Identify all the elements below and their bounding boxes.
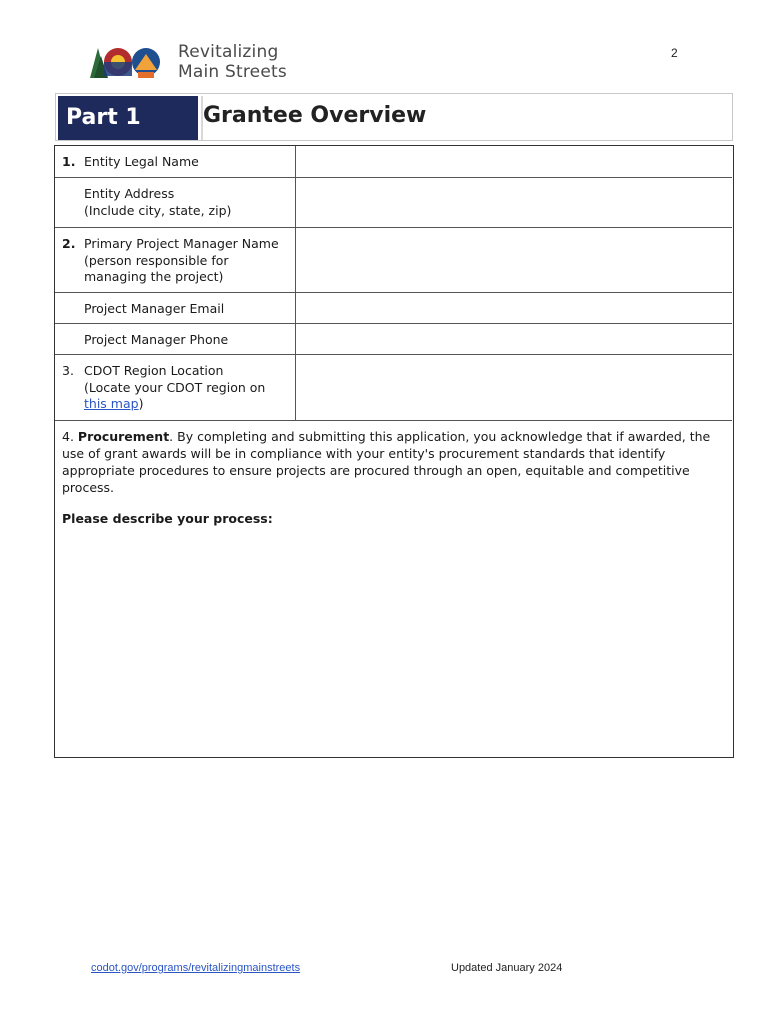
form-row-entity-name [55,146,732,178]
row-number: 2. [62,236,76,251]
row-label: Primary Project Manager Name (person responsible for managing the project) [84,236,279,284]
procurement-description-field[interactable] [57,536,729,751]
section-title: Grantee Overview [203,103,427,128]
entity-name-field[interactable] [296,146,732,177]
logo-text-line1: Revitalizing [178,42,279,62]
form-row-cdot-region [55,355,732,421]
footer-link[interactable]: codot.gov/programs/revitalizingmainstreets [91,962,301,974]
form-row-entity-address [55,178,732,228]
procurement-number: 4. [62,429,74,444]
section-header [55,93,733,141]
row-label: Project Manager Phone [84,332,229,347]
form-row-pm-email [55,293,732,324]
procurement-prompt: Please describe your process: [62,511,273,526]
project-manager-name-field[interactable] [296,228,732,292]
part-label: Part 1 [66,105,141,130]
row-label: CDOT Region Location (Locate your CDOT region on [84,363,266,395]
row-label: Project Manager Email [84,301,225,316]
project-manager-phone-field[interactable] [296,324,732,354]
cdot-region-field[interactable] [296,355,732,420]
cdot-region-map-link[interactable]: this map [84,396,139,411]
row-label: Entity Legal Name [84,154,199,169]
procurement-text: . By completing and submitting this application, you acknowledge that if awarded, the use of grant awards will be in compliance with your entity's procurement standards that identify appropriate procedures to ensure projects are procured through an open, equitable and competitive process. [62,429,711,495]
entity-address-field[interactable] [296,178,732,227]
logo-mark-icon [88,40,168,84]
procurement-heading: Procurement [77,429,170,444]
grantee-form [54,145,734,758]
part-box [58,96,198,140]
logo [88,40,308,86]
project-manager-email-field[interactable] [296,293,732,323]
form-row-pm-phone [55,324,732,355]
row-number: 3. [62,363,74,378]
row-label-block [84,363,265,413]
logo-text-line2: Main Streets [178,62,287,82]
row-number: 1. [62,154,76,169]
row-label: Entity Address (Include city, state, zip) [84,186,232,218]
link-suffix: ) [138,396,144,411]
form-row-project-manager [55,228,732,293]
procurement-statement [62,428,722,496]
footer-updated-date: Updated January 2024 [451,962,563,974]
page-number: 2 [671,46,678,60]
